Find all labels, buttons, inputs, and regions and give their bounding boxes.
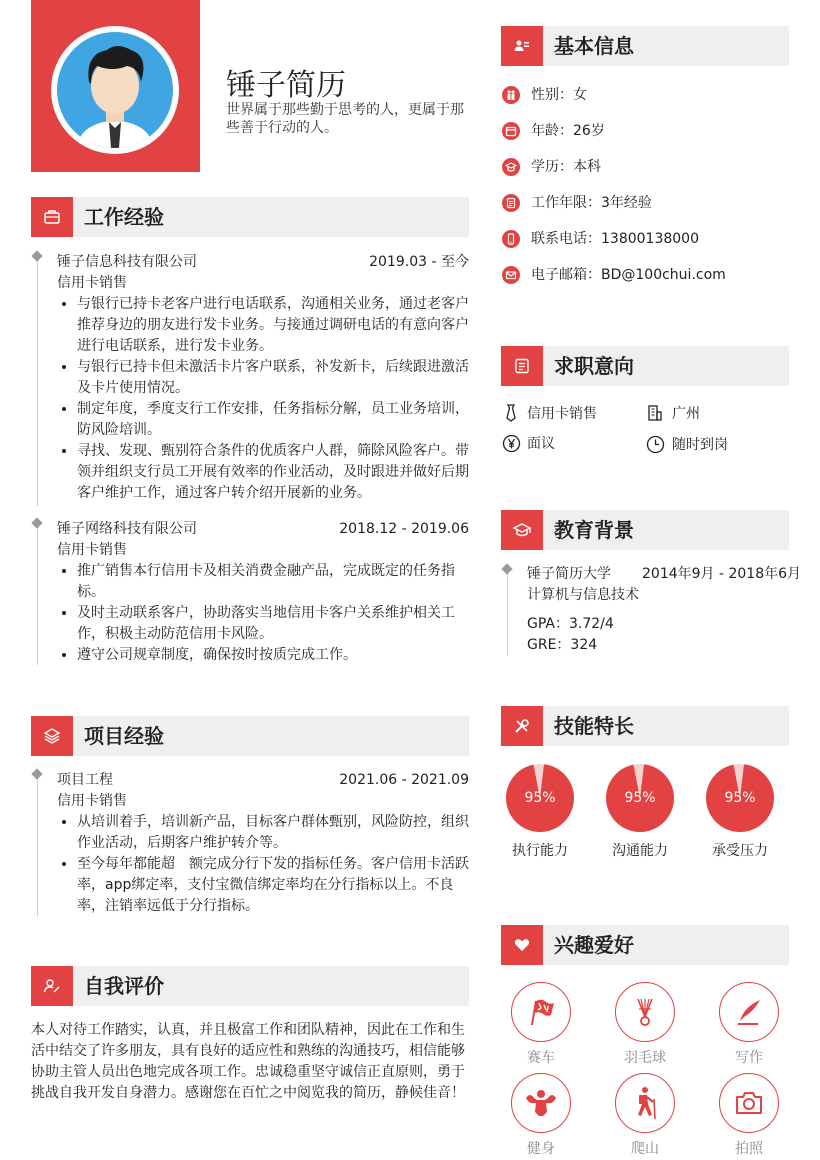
hobbies-section-header xyxy=(501,925,789,965)
hobby-label: 健身 xyxy=(527,1141,555,1157)
tools-icon xyxy=(501,706,543,746)
skill-ring xyxy=(706,764,774,832)
basic-section-header xyxy=(501,26,789,66)
skills-section-header xyxy=(501,706,789,746)
project-section-title: 项目经验 xyxy=(84,724,164,748)
edu-section-title: 教育背景 xyxy=(554,518,634,542)
fitness-icon xyxy=(511,1073,571,1133)
calendar-icon xyxy=(502,122,520,140)
timeline-marker xyxy=(31,517,42,528)
work-duties xyxy=(57,294,471,504)
timeline-line xyxy=(507,568,508,656)
list-item: • 及时主动联系客户，协助落实当地信用卡客户关系维护相关工作，积极主动防范信用卡风险。 xyxy=(77,603,471,645)
list-item: • 遵守公司规章制度，确保按时按质完成工作。 xyxy=(77,645,471,666)
project-role: 信用卡销售 xyxy=(57,793,127,809)
clipboard-icon xyxy=(501,346,543,386)
hobby-label: 爬山 xyxy=(631,1141,659,1157)
project-duties xyxy=(57,812,471,917)
hobby-label: 拍照 xyxy=(735,1141,763,1157)
project-name: 项目工程 xyxy=(57,772,113,788)
timeline-marker xyxy=(31,768,42,779)
intent-city: 广州 xyxy=(672,406,700,422)
mail-icon xyxy=(502,266,520,284)
list-item: • 推广销售本行信用卡及相关消费金融产品，完成既定的任务指标。 xyxy=(77,561,471,603)
skills-section-title: 技能特长 xyxy=(554,714,634,738)
skill-label: 沟通能力 xyxy=(612,843,668,859)
building-icon xyxy=(647,404,663,426)
intent-section-title: 求职意向 xyxy=(554,354,634,378)
work-section-title: 工作经验 xyxy=(84,205,164,229)
clock-icon xyxy=(646,435,665,458)
graduation-cap-icon xyxy=(501,510,543,550)
list-item: • 制定年度，季度支行工作安排，任务指标分解，员工业务培训，防风险培训。 xyxy=(77,399,471,441)
list-item: • 至今每年都能超 额完成分行下发的指标任务。客户信用卡活跃率，app绑定率，支付宝微信绑定率均在分行指标以上。不良率，注销率远低于分行指标。 xyxy=(77,854,471,917)
layers-icon xyxy=(31,716,73,756)
info-experience-years: 工作年限：3年经验 xyxy=(531,195,652,211)
project-date: 2021.06 - 2021.09 xyxy=(339,772,469,788)
hobby-label: 羽毛球 xyxy=(624,1050,666,1066)
gender-icon xyxy=(502,86,520,104)
work-date: 2019.03 - 至今 xyxy=(369,254,469,270)
briefcase-icon xyxy=(31,197,73,237)
work-company: 锤子网络科技有限公司 xyxy=(57,521,197,537)
timeline-marker xyxy=(31,250,42,261)
avatar xyxy=(57,32,173,148)
self-section-title: 自我评价 xyxy=(84,974,164,998)
edu-school: 锤子简历大学 xyxy=(527,566,611,582)
list-item: • 寻找、发现、甄别符合条件的优质客户人群，筛除风险客户。带领并组织支行员工开展有效率的作业活动，及时跟进并做好后期客户维护工作，通过客户转介绍开展新的业务。 xyxy=(77,441,471,504)
id-card-icon xyxy=(501,26,543,66)
edu-gre: GRE：324 xyxy=(527,637,598,653)
intent-arrival: 随时到岗 xyxy=(672,437,728,453)
skill-label: 执行能力 xyxy=(512,843,568,859)
document-icon xyxy=(502,194,520,212)
skill-ring xyxy=(506,764,574,832)
list-item: • 与银行已持卡老客户进行电话联系，沟通相关业务，通过老客户推荐身边的朋友进行发卡业务。与接通过调研电话的有意向客户进行电话联系，进行发卡业务。 xyxy=(77,294,471,357)
self-evaluation-text: 本人对待工作踏实，认真，并且极富工作和团队精神，因此在工作和生活中结交了许多朋友，具有良好的适应性和熟练的沟通技巧，相信能够协助主管人员出色地完成各项工作。忠诚稳重坚守诚信正直原则，勇于挑战自我开发自身潜力。感谢您在百忙之中阅览我的简历，静候佳音！ xyxy=(31,1022,465,1101)
edu-major: 计算机与信息技术 xyxy=(527,587,639,603)
list-item: • 从培训着手，培训新产品，目标客户群体甄别，风险防控，组织作业活动，后期客户维护转介等。 xyxy=(77,812,471,854)
skill-percent: 95% xyxy=(524,790,556,806)
intent-salary: 面议 xyxy=(527,436,555,452)
list-item: • 与银行已持卡但未激活卡片客户联系，补发新卡，后续跟进激活及卡片使用情况。 xyxy=(77,357,471,399)
edu-gpa: GPA：3.72/4 xyxy=(527,616,614,632)
hobby-label: 赛车 xyxy=(527,1050,555,1066)
info-gender: 性别：女 xyxy=(531,87,587,103)
tie-icon xyxy=(503,404,519,426)
info-education: 学历：本科 xyxy=(531,159,601,175)
timeline-line xyxy=(37,523,38,665)
motto: 世界属于那些勤于思考的人，更属于那些善于行动的人。 xyxy=(226,102,464,136)
skill-label: 承受压力 xyxy=(712,843,768,859)
edu-section-header xyxy=(501,510,789,550)
badminton-icon xyxy=(615,982,675,1042)
work-company: 锤子信息科技有限公司 xyxy=(57,254,197,270)
info-email: 电子邮箱：BD@100chui.com xyxy=(531,267,726,283)
basic-section-title: 基本信息 xyxy=(554,34,634,58)
user-edit-icon xyxy=(31,966,73,1006)
info-phone: 联系电话：13800138000 xyxy=(531,231,699,247)
timeline-line xyxy=(37,774,38,916)
phone-icon xyxy=(502,230,520,248)
yen-icon xyxy=(502,434,521,457)
hobbies-section-title: 兴趣爱好 xyxy=(554,933,634,957)
heart-icon xyxy=(501,925,543,965)
intent-section-header xyxy=(501,346,789,386)
work-date: 2018.12 - 2019.06 xyxy=(339,521,469,537)
camera-icon xyxy=(719,1073,779,1133)
work-duties xyxy=(57,561,471,666)
info-age: 年龄：26岁 xyxy=(531,123,605,139)
quill-icon xyxy=(719,982,779,1042)
skill-ring xyxy=(606,764,674,832)
resume-name: 锤子简历 xyxy=(226,68,346,103)
graduation-icon xyxy=(502,158,520,176)
intent-job: 信用卡销售 xyxy=(527,406,597,422)
hobby-label: 写作 xyxy=(735,1050,763,1066)
skill-percent: 95% xyxy=(624,790,656,806)
skill-percent: 95% xyxy=(724,790,756,806)
work-role: 信用卡销售 xyxy=(57,542,127,558)
hiking-icon xyxy=(615,1073,675,1133)
racing-flag-icon xyxy=(511,982,571,1042)
timeline-marker xyxy=(501,563,512,574)
work-role: 信用卡销售 xyxy=(57,275,127,291)
timeline-line xyxy=(37,256,38,506)
edu-date: 2014年9月 - 2018年6月 xyxy=(642,566,802,582)
